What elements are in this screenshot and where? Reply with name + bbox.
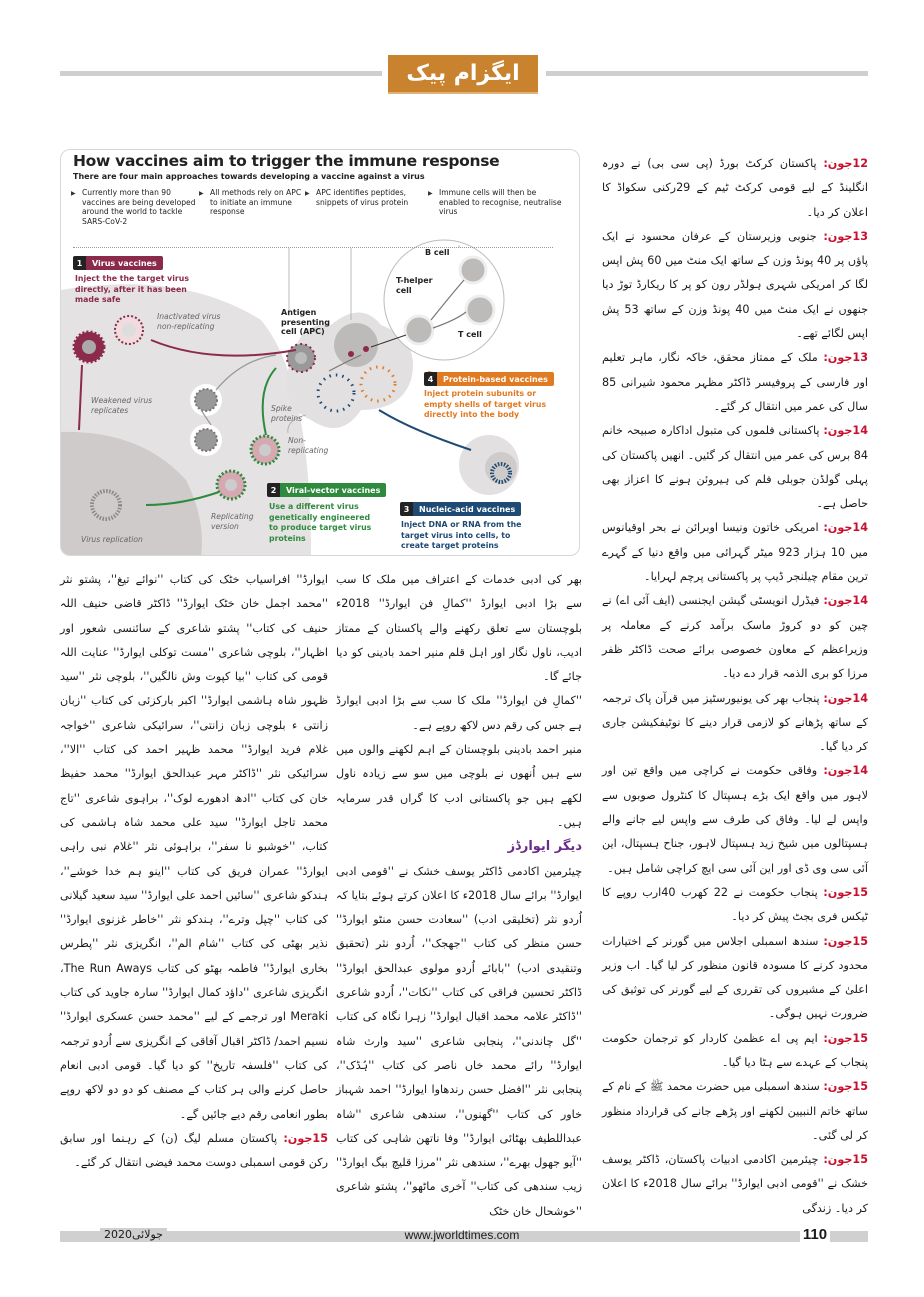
triangle-bullet-icon: ▶ <box>305 190 310 197</box>
subheading-other-awards: دیگر ایوارڈز <box>507 839 582 855</box>
news-column-middle <box>336 568 582 1224</box>
triangle-bullet-icon: ▶ <box>199 190 204 197</box>
infographic-title: How vaccines aim to trigger the immune response <box>73 152 500 170</box>
header-rule-right <box>546 71 868 76</box>
apc-virus <box>287 344 315 372</box>
bullet-list <box>71 188 571 226</box>
label-replicating-version: Replicating version <box>211 512 254 531</box>
approach-1-desc: Inject the the target virus directly, after it has been made safe <box>75 274 189 304</box>
section-title: ایگزام پیک <box>388 55 538 94</box>
triangle-bullet-icon: ▶ <box>428 190 433 197</box>
paragraph: ایوارڈ'' افراسیاب خٹک کی کتاب ''نوائے تیغ''، پشتو نثر ''محمد اجمل خان خٹک ایوارڈ'' ڈاکٹر قاضی حنیف اللہ حنیف کی کتاب'' پشتو شاعری کے سائنسی شعور اور اظہار''، بلوچی شاعری ''مست توکلی ایوارڈ'' عنایت اللہ قومی کی کتاب ''بیا کپوت وش نالگیں''، بلوچی نثر ''سید ظہور شاہ ہاشمی ایوارڈ'' اکبر بارکزئی کی کتاب ''زبان زانتی ء بلوچی زبان زانتی''، سرائیکی شاعری ''خواجہ غلام فرید ایوارڈ'' محمد ظہیر احمد کی کتاب ''الا''، سرائیکی نثر ''ڈاکٹر مہر عبدالحق ایوارڈ'' محمد حفیظ خان کی کتاب ''ادھ ادھورے لوک''، براہوی شاعری ''تاج محمد تاجل ایوارڈ'' سید علی محمد شاہ ہاشمی کی کتاب، ''خوشبو نا سفر''، براہوئی نثر ''غلام نبی راہی ایوارڈ'' عمران فریق کی کتاب ''اینو ہم خدا خوشے''، ہندکو شاعری ''سائیں احمد علی ایوارڈ'' سید سعید گیلانی کی کتاب ''چپل وترے''، ہندکو نثر ''خاطر غزنوی ایوارڈ'' نذیر بھٹی کی کتاب ''شام الم''، انگریزی نثر ''پطرس بخاری ایوارڈ'' فاطمہ بھٹو کی کتاب The Run Aways، انگریزی شاعری ''داؤد کمال ایوارڈ'' سارہ جاوید کی کتاب Meraki اور ترجمے کے لیے ''محمد حسن عسکری ایوارڈ'' نسیم احمد/ ڈاکٹر اقبال آفاقی کے انگریزی سے اُردو ترجمہ کی کتاب ''فلسفہ تاریخ'' کو دیا گیا۔ قومی ادبی انعام حاصل کرنے والی ہر کتاب کے مصنف کو دو دو لاکھ روپے بطور انعامی رقم دیے جائیں گے۔ <box>60 573 328 1121</box>
approach-4-badge: 4 Protein-based vaccines <box>424 372 554 386</box>
news-item: 15جون: سندھ اسمبلی میں حضرت محمد ﷺ کے نام کے ساتھ خاتم النبیین لکھنے اور پڑھے جانے کی قرارداد منظور کر لی گئی۔ <box>602 1080 868 1142</box>
news-item: 14جون: امریکی خاتون ونیسا اوبرائن نے بحر اوقیانوس میں 10 ہزار 923 میٹر گہرائی میں واقع دنیا کے گہرے ترین مقام چیلنجر ڈیپ پر پاکستانی پرچم لہرایا۔ <box>602 521 868 584</box>
bullet-item: ▶ All methods rely on APC to initiate an immune response <box>199 188 302 216</box>
approach-2-badge: 2 Viral-vector vaccines <box>267 483 386 497</box>
label-inactivated: Inactivated virus non-replicating <box>157 312 221 331</box>
peptide-dot <box>363 346 369 352</box>
news-item: 15جون: پنجاب حکومت نے 22 کھرب 40ارب روپے کا ٹیکس فری بجٹ پیش کر دیا۔ <box>602 885 868 924</box>
b-cell <box>460 257 486 283</box>
news-item: 15جون: سندھ اسمبلی اجلاس میں گورنر کے اختیارات محدود کرنے کا مسودہ قانون منظور کر لیا گیا۔ اب وزیر اعلیٰ کے مشیروں کی تقرری کے لیے گورنر کی توثیق کی ضرورت نہیں ہوگی۔ <box>602 934 868 1021</box>
bullet-item: ▶ Currently more than 90 vaccines are being developed around the world to tackle SARS-CoV-2 <box>71 188 196 226</box>
replicating-virus-1 <box>190 424 222 456</box>
label-weakened: Weakened virus replicates <box>91 396 153 415</box>
news-item: 14جون: پاکستانی فلموں کی متبول اداکارہ صبیحہ خانم 84 برس کی عمر میں انتقال کر گئیں۔ انھیں پاکستان کی پہلی گولڈن جوبلی فلم کی ہیروئن ہونے کا اعزاز بھی حاصل ہے۔ <box>602 424 868 511</box>
header-rule-left <box>60 71 382 76</box>
viral-vector-nonrep <box>251 436 279 464</box>
news-item: 15جون: ایم پی اے عظمیٰ کاردار کو ترجمان حکومت پنجاب کے عہدے سے ہٹا دیا گیا۔ <box>602 1031 868 1069</box>
inactivated-virus <box>115 316 143 344</box>
page-number: 110 <box>800 1226 830 1243</box>
label-apc: Antigen presenting cell (APC) <box>281 308 330 336</box>
nucleic-nucleus <box>485 452 517 484</box>
t-helper-cell <box>405 316 433 344</box>
viral-vector-rep <box>217 471 245 499</box>
news-item: 13جون: جنوبی وزیرستان کے عرفان محسود نے ایک پاؤں پر 40 پونڈ وزن کے ساتھ ایک منٹ میں 60 پش اپس لگا کر امریکی شہری ہولڈر رون کو پر کا ریکارڈ توڑ دیا جنھوں نے ایک منٹ میں 40 پونڈ وزن کے ساتھ 53 پش اپس لگائے تھے۔ <box>602 229 869 341</box>
approach-3-badge: 3 Nucleic-acid vaccines <box>400 502 521 516</box>
news-column-right <box>602 152 868 1221</box>
bullet-item: ▶ APC identifies peptides, snippets of virus protein <box>305 188 409 207</box>
label-spike: Spike proteins <box>271 404 303 423</box>
news-item: 13جون: ملک کے ممتاز محقق، خاکہ نگار، ماہر تعلیم اور فارسی کے پروفیسر ڈاکٹر مظہر محمود شیرانی 85 سال کی عمر میں انتقال کر گئے۔ <box>602 351 868 413</box>
approach-3-desc: Inject DNA or RNA from the target virus into cells, to create target proteins <box>401 520 522 550</box>
news-item: 14جون: پنجاب بھر کی یونیورسٹیز میں قرآن پاک ترجمہ کے ساتھ پڑھانے کو لازمی قرار دینے کا نوٹیفکیشن جاری کر دیا گیا۔ <box>602 691 868 754</box>
news-column-left <box>60 568 328 1175</box>
paragraph: منیر احمد بادینی بلوچستان کے اہم لکھنے والوں میں سے ہیں اُنھوں نے بلوچی میں سو سے زیادہ ناول لکھے ہیں جو پاکستانی ادب کا گراں قدر سرمایہ ہیں۔ <box>336 743 582 829</box>
vaccine-infographic <box>60 149 580 556</box>
label-replication: Virus replication <box>81 535 143 544</box>
triangle-bullet-icon: ▶ <box>71 190 76 197</box>
news-item: 12جون: پاکستان کرکٹ بورڈ (پی سی بی) نے دورہ انگلینڈ کے لیے قومی کرکٹ ٹیم کے 29رکنی سکواڈ کا اعلان کر دیا۔ <box>602 157 868 219</box>
infographic-subtitle: There are four main approaches towards developing a vaccine against a virus <box>73 172 425 181</box>
label-t-helper: T-helper cell <box>396 276 433 295</box>
paragraph: چیئرمین اکادمی ڈاکٹر یوسف خشک نے ''قومی ادبی ایوارڈ'' برائے سال 2018ء کا اعلان کرتے ہوئے بتایا کہ اُردو نثر (تخلیقی ادب) ''سعادت حسن منٹو ایوارڈ'' حسن منظر کی کتاب ''جھجک''، اُردو نثر (تحقیق وتنقیدی ادب) ''بابائے اُردو مولوی عبدالحق ایوارڈ'' ڈاکٹر تحسین فراقی کی کتاب ''نکات''، اُردو شاعری ''ڈاکٹر علامہ محمد اقبال ایوارڈ'' زہرا نگاہ کی کتاب ''گل چاندنی''، پنجابی شاعری ''سید وارث شاہ ایوارڈ'' رائے محمد خاں ناصر کی کتاب ''ہُڈک''، پنجابی نثر ''افضل حسن رندھاوا ایوارڈ'' احمد شہباز خاور کی کتاب ''گھنوں''، سندھی شاعری ''شاہ عبداللطیف بھٹائی ایوارڈ'' وفا ناتھن شاہی کی کتاب ''آیو جھول بھرے''، سندھی نثر ''مرزا قلیچ بیگ ایوارڈ'' زیب سندھی کی کتاب'' آخری ماٹھو''، پشتو شاعری ''خوشحال خان خٹک <box>336 864 583 1218</box>
footer-url[interactable]: www.jworldtimes.com <box>404 1228 520 1242</box>
weakened-virus <box>74 332 104 362</box>
peptide-dot-apc <box>348 351 354 357</box>
t-cell <box>466 296 494 324</box>
footer-issue: جولائی2020 <box>100 1228 167 1241</box>
news-item: 14جون: فیڈرل انویسٹی گیشن ایجنسی (ایف آئی اے) نے چین کو دو کروڑ ماسک برآمد کرنے کے معاملہ پر وزیراعظم کے معاون خصوصی برائے صحت ڈاکٹر ظفر مرزا کو بری الذمہ قرار دے دیا۔ <box>602 594 868 681</box>
bullet-item: ▶ Immune cells will then be enabled to recognise, neutralise virus <box>428 188 562 216</box>
paragraph: بھر کی ادبی خدمات کے اعتراف میں ملک کا سب سے بڑا ادبی ایوارڈ ''کمالِ فن ایوارڈ'' 2018ء بلوچستان سے تعلق رکھنے والے پاکستان کے ممتاز ادیب، ناول نگار اور اہل قلم منیر احمد بادینی کو دیا جائے گا۔ <box>336 573 582 684</box>
approach-4-desc: Inject protein subunits or empty shells of target virus directly into the body <box>424 389 547 419</box>
news-item: 15جون: پاکستان مسلم لیگ (ن) کے رہنما اور سابق رکن قومی اسمبلی دوست محمد فیضی انتقال کر گئے۔ <box>60 1131 328 1170</box>
label-non-replicating: Non-replicating <box>288 436 329 455</box>
paragraph: ''کمالِ فن ایوارڈ'' ملک کا سب سے بڑا ادبی ایوارڈ ہے جس کی رقم دس لاکھ روپے ہے۔ <box>336 694 582 732</box>
label-b-cell: B cell <box>425 248 450 257</box>
news-item: 15جون: چیئرمین اکادمی ادبیات پاکستان، ڈاکٹر یوسف خشک نے ''قومی ادبی ایوارڈ'' برائے سال 2018ء کا اعلان کر دیا۔ زندگی <box>602 1153 868 1215</box>
news-item: 14جون: وفاقی حکومت نے کراچی میں واقع تین اور لاہور میں واقع ایک بڑے ہسپتال کا کنٹرول صوبوں سے واپس لے لیا۔ وفاق کی طرف سے واپس لیے جانے والے ہسپتالوں میں شیخ زید ہسپتال لاہور، جناح ہسپتال، این آئی سی وی ڈی اور این آئی سی ایچ کراچی شامل ہیں۔ <box>602 764 868 875</box>
label-t-cell: T cell <box>458 330 482 339</box>
approach-2-desc: Use a different virus genetically engineered to produce target virus proteins <box>269 502 372 543</box>
divider <box>73 247 553 248</box>
approach-1-badge: 1 Virus vaccines <box>73 256 163 270</box>
